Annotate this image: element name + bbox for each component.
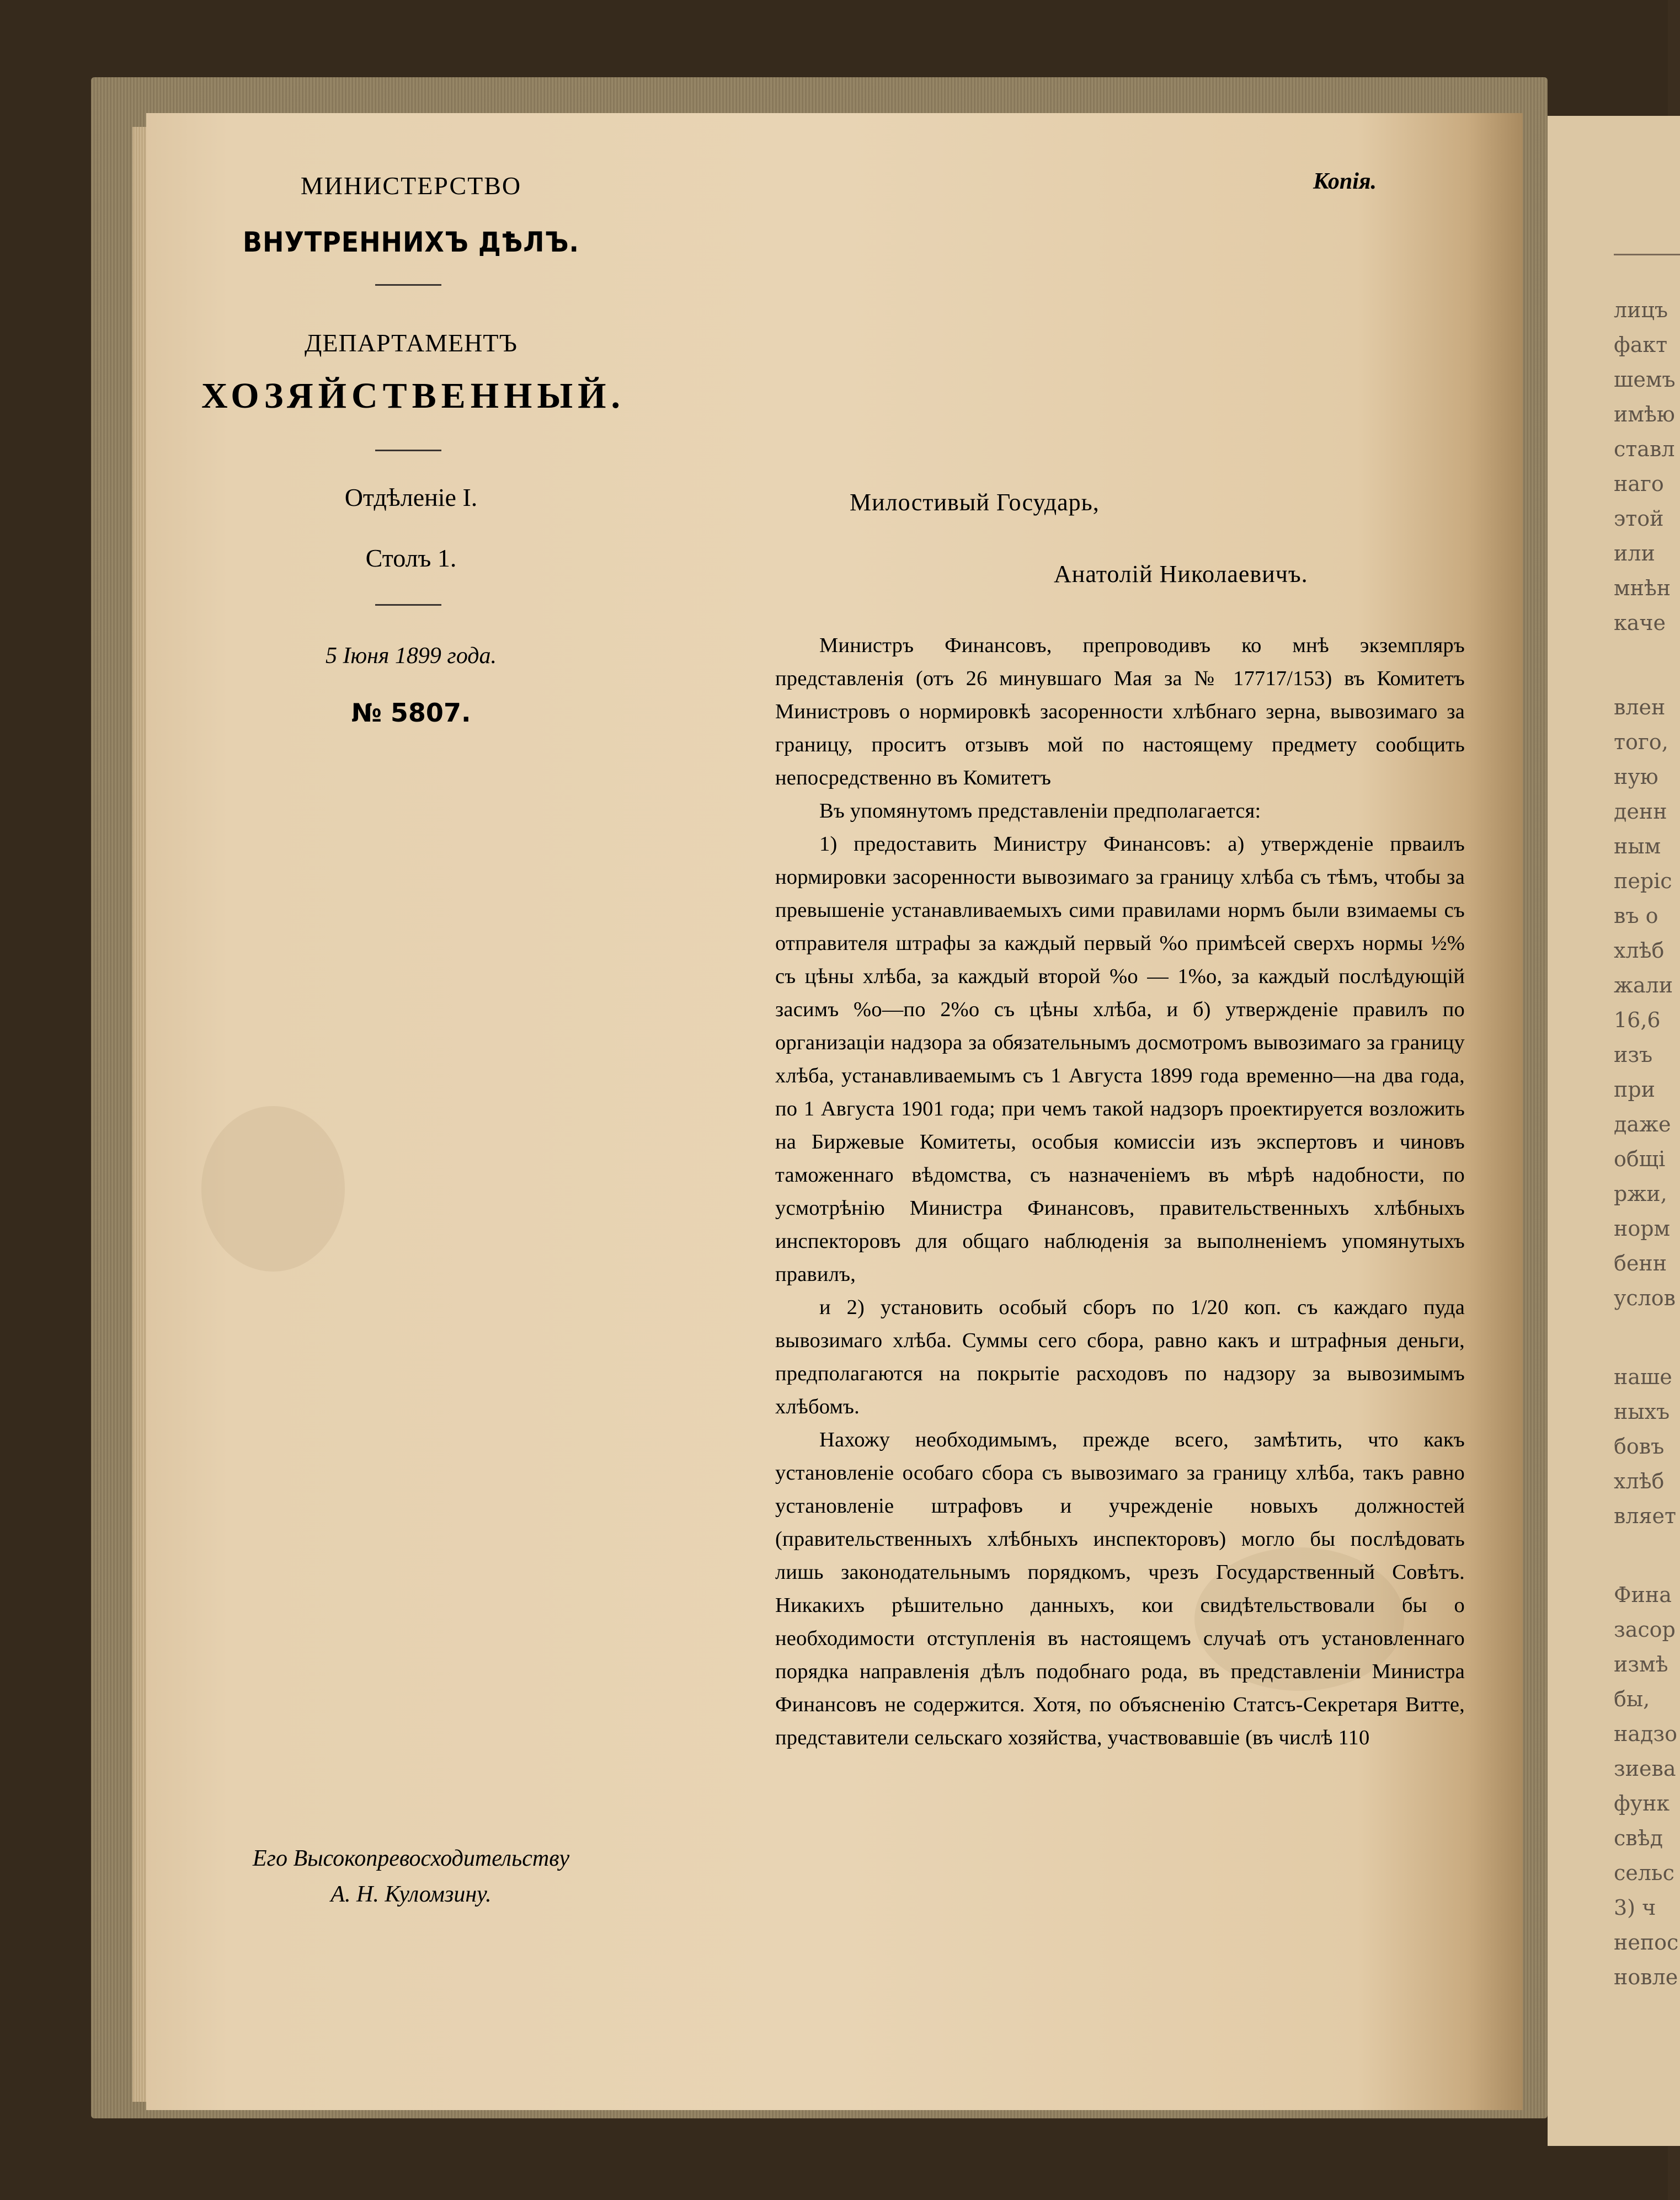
letter-body (775, 629, 1465, 1754)
facing-page-fragment: надзо (1614, 1722, 1677, 1746)
facing-page-fragment: мнѣн (1614, 576, 1671, 600)
copy-mark: Копія. (1313, 169, 1377, 194)
facing-page-fragment: шемъ (1614, 367, 1676, 392)
paper-stain (201, 1106, 345, 1272)
salutation-line2: Анатолій Николаевичъ. (1054, 560, 1308, 588)
facing-page-rule (1614, 254, 1680, 255)
separator-rule (375, 284, 441, 286)
facing-page-fragment: засор (1614, 1617, 1676, 1642)
facing-page-fragment: ную (1614, 765, 1658, 789)
facing-page-fragment: наго (1614, 472, 1664, 496)
ministry-name: ВНУТРЕННИХЪ ДѢЛЪ. (243, 226, 579, 258)
facing-page-fragment: норм (1614, 1216, 1671, 1241)
facing-page-fragment: сельс (1614, 1861, 1674, 1885)
body-paragraph: и 2) установить особый сборъ по 1/20 коп. съ каждаго пуда вывозимаго хлѣба. Суммы сего сбора, равно какъ и штрафныя деньги, предполагаются на покрытіе расходовъ по надзору за вывозимымъ хлѣбомъ. (775, 1296, 1465, 1418)
department-name: ХОЗЯЙСТВЕННЫЙ. (201, 376, 626, 416)
facing-page-fragment: даже (1614, 1112, 1671, 1136)
facing-page-fragment: изъ (1614, 1043, 1653, 1067)
facing-page-fragment: хлѣб (1614, 1469, 1665, 1493)
facing-page (1548, 116, 1680, 2146)
facing-page-fragment: ныхъ (1614, 1400, 1670, 1424)
facing-page-fragment: наше (1614, 1365, 1672, 1389)
separator-rule (375, 450, 441, 451)
facing-page-fragment: при (1614, 1077, 1655, 1102)
facing-page-fragment: вляет (1614, 1504, 1677, 1528)
table-label: Столъ 1. (365, 544, 457, 572)
body-paragraph: Въ упомянутомъ представленіи предполагается: (819, 799, 1261, 823)
facing-page-fragment: измѣ (1614, 1652, 1668, 1676)
body-paragraph: 1) предоставить Министру Финансовъ: а) утвержденіе прваилъ нормировки засоренности вывозимаго за границу хлѣба съ тѣмъ, чтобы за превышеніе устанавливаемыхъ сими правилами нормъ были взимаемы съ отправителя штрафы за каждый первый %о примѣсей сверхъ нормы ½% съ цѣны хлѣба, за каждый второй %о — 1%о, за каждый послѣдующій засимъ %о—по 2%о съ цѣны хлѣба, и б) утвержденіе правилъ по организаціи надзора за обязательнымъ досмотромъ вывозимаго за границу хлѣба, устанавливаемымъ съ 1 Августа 1899 года временно—на два года, по 1 Августа 1901 года; при чемъ такой надзоръ проектируется возложить на Биржевые Комитеты, особыя комиссіи изъ экспертовъ и чиновъ таможеннаго вѣдомства, съ назначеніемъ въ мѣрѣ надобности, по усмотрѣнію Министра Финансовъ, правительственныхъ хлѣбныхъ инспекторовъ для общаго наблюденія за выполненіемъ упомянутыхъ правилъ, (775, 832, 1465, 1286)
facing-page-fragment: жали (1614, 973, 1673, 997)
facing-page-fragment: ржи, (1614, 1182, 1667, 1206)
facing-page-fragment: непос (1614, 1930, 1679, 1955)
body-paragraph: Нахожу необходимымъ, прежде всего, замѣтить, что какъ установленіе особаго сбора съ вывозимаго за границу хлѣба, такъ равно установленіе штрафовъ и учрежденіе новыхъ должностей (правительственныхъ хлѣбныхъ инспекторовъ) могло бы послѣдовать лишь законодательнымъ порядкомъ, чрезъ Государственный Совѣтъ. Никакихъ рѣшительно данныхъ, кои свидѣтельствовали бы о необходимости отступленія въ настоящемъ случаѣ отъ установленнаго порядка направленія дѣлъ подобнаго рода, въ представленіи Министра Финансовъ не содержится. Хотя, по объясненію Статсъ-Секретаря Витте, представители сельскаго хозяйства, участвовавшіе (въ числѣ 110 (775, 1428, 1465, 1749)
division-label: Отдѣленіе I. (344, 483, 478, 511)
facing-page-fragment: того, (1614, 730, 1668, 754)
facing-page-fragment: бенн (1614, 1251, 1667, 1275)
facing-page-fragment: имѣю (1614, 402, 1675, 426)
facing-page-fragment: или (1614, 541, 1655, 565)
facing-page-fragment: Фина (1614, 1583, 1672, 1607)
addressee-title: Его Высокопревосходительству (252, 1846, 570, 1871)
facing-page-fragment: зиева (1614, 1756, 1676, 1781)
facing-page-fragment: лицъ (1614, 298, 1668, 322)
facing-page-fragment: свѣд (1614, 1826, 1663, 1850)
department-title: ДЕПАРТАМЕНТЪ (305, 329, 518, 357)
facing-page-fragment: бовъ (1614, 1434, 1665, 1459)
facing-page-fragment: въ о (1614, 904, 1658, 928)
facing-page-fragment: 3) ч (1614, 1895, 1656, 1920)
facing-page-fragment: каче (1614, 611, 1666, 635)
body-paragraph: Министръ Финансовъ, препроводивъ ко мнѣ экземпляръ представленія (отъ 26 минувшаго Мая за № 17717/153) въ Комитетъ Министровъ о нормировкѣ засоренности хлѣбнаго зерна, вывозимаго за границу, проситъ отзывъ мой по настоящему предмету сообщить непосредственно въ Комитетъ (775, 634, 1465, 789)
document-date: 5 Іюня 1899 года. (325, 643, 497, 669)
facing-page-fragment: бы, (1614, 1687, 1650, 1711)
facing-page-fragment: ным (1614, 834, 1661, 858)
facing-page-fragment: функ (1614, 1791, 1670, 1815)
document-number: № 5807. (351, 698, 471, 728)
facing-page-fragment: услов (1614, 1286, 1676, 1310)
facing-page-fragment: періс (1614, 869, 1672, 893)
ministry-title: МИНИСТЕРСТВО (300, 172, 522, 200)
facing-page-fragment: 16,6 (1614, 1008, 1661, 1032)
facing-page-fragment: влен (1614, 695, 1666, 719)
facing-page-fragment: ставл (1614, 437, 1675, 461)
facing-page-fragment: денн (1614, 799, 1667, 824)
separator-rule (375, 604, 441, 606)
salutation-line1: Милостивый Государь, (850, 489, 1100, 516)
addressee-name: А. Н. Куломзину. (330, 1882, 492, 1907)
facing-page-fragment: этой (1614, 506, 1664, 531)
facing-page-fragment: факт (1614, 333, 1668, 357)
facing-page-fragment: хлѣб (1614, 938, 1665, 963)
facing-page-fragment: новле (1614, 1965, 1678, 1989)
facing-page-fragment: общі (1614, 1147, 1666, 1171)
